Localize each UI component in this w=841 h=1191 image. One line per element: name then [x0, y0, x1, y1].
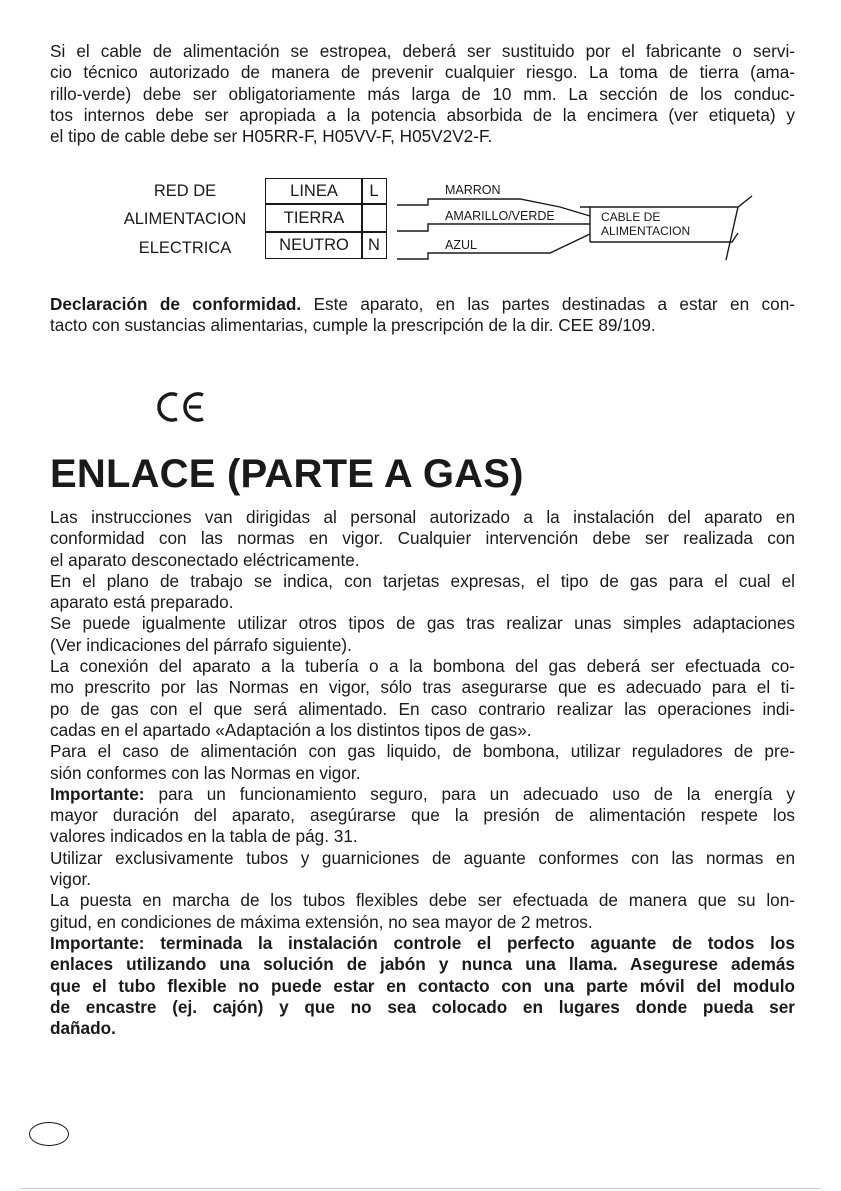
body-line: valores indicados en la tabla de pág. 31.	[50, 826, 358, 847]
terminal-n: N	[361, 232, 387, 259]
body-line: aparato está preparado.	[50, 592, 234, 613]
wire-label-brown: MARRON	[445, 183, 501, 197]
intro-line: el tipo de cable debe ser H05RR-F, H05VV-F, H05V2V2-F.	[50, 126, 493, 147]
bottom-divider	[20, 1188, 821, 1189]
body-line: En el plano de trabajo se indica, con tarjetas expresas, el tipo de gas para el cual el	[50, 570, 795, 591]
intro-line: tos internos debe ser apropiada a la potencia absorbida de la encimera (ver etiqueta) y	[50, 104, 795, 125]
body-line: La puesta en marcha de los tubos flexibles debe ser efectuada de manera que su lon-	[50, 890, 795, 911]
page-number-oval	[29, 1122, 69, 1146]
body-line: gitud, en condiciones de máxima extensión, no sea mayor de 2 metros.	[50, 911, 593, 932]
body-line: cadas en el apartado «Adaptación a los distintos tipos de gas».	[50, 719, 532, 740]
declaration-text: Este aparato, en las partes destinadas a estar en con-	[301, 294, 795, 314]
terminal-l: L	[361, 178, 387, 204]
body-line: de encastre (ej. cajón) y que no sea colocado en lugares donde pueda ser	[50, 996, 795, 1017]
yellow-green-wire	[397, 224, 590, 231]
body-line: conformidad con las normas en vigor. Cualquier intervención debe ser realizada con	[50, 528, 795, 549]
important-label: Importante:	[50, 783, 145, 804]
body-line: vigor.	[50, 869, 92, 890]
body-line: dañado.	[50, 1018, 116, 1039]
declaration-paragraph	[50, 294, 795, 337]
body-line: Importante: terminada la instalación controle el perfecto aguante de todos los	[50, 932, 795, 953]
cable-cut-line	[726, 207, 738, 260]
ce-mark-logo	[155, 389, 215, 435]
network-label-line: ELECTRICA	[138, 239, 232, 257]
terminal-box-linea: LINEA	[265, 178, 363, 204]
body-line: Las instrucciones van dirigidas al personal autorizado a la instalación del aparato en	[50, 507, 795, 527]
wire-label-yellow-green: AMARILLO/VERDE	[445, 209, 555, 223]
terminal-box-neutro: NEUTRO	[265, 232, 363, 259]
body-line: (Ver indicaciones del párrafo siguiente).	[50, 634, 352, 655]
declaration-line	[50, 294, 795, 315]
gas-connection-body	[50, 507, 795, 1039]
cable-top-edge	[580, 196, 752, 207]
body-line-text: para un funcionamiento seguro, para un adecuado uso de la energía y	[144, 783, 795, 804]
intro-line: Si el cable de alimentación se estropea, deberá ser sustituido por el fabricante o servi-	[50, 41, 795, 61]
body-line: po de gas con el que será alimentado. En caso contrario realizar las operaciones indi-	[50, 698, 795, 719]
terminal-box-tierra: TIERRA	[265, 204, 363, 232]
wire-label-blue: AZUL	[445, 238, 477, 252]
body-line: Se puede igualmente utilizar otros tipos de gas tras realizar unas simples adaptaciones	[50, 613, 795, 634]
section-title: ENLACE (PARTE A GAS)	[50, 452, 524, 496]
network-label-line: RED DE	[153, 182, 217, 200]
body-line: mayor duración del aparato, asegúrarse que la presión de alimentación respete los	[50, 805, 795, 826]
declaration-line: tacto con sustancias alimentarias, cumple la prescripción de la dir. CEE 89/109.	[50, 315, 656, 336]
intro-line: cio técnico autorizado de manera de prevenir cualquier riesgo. La toma de tierra (ama-	[50, 62, 795, 83]
intro-line: rillo-verde) debe ser obligatoriamente más larga de 10 mm. La sección de los conduc-	[50, 83, 795, 104]
body-line: Utilizar exclusivamente tubos y guarniciones de aguante conformes con las normas en	[50, 847, 795, 868]
body-line: La conexión del aparato a la tubería o a la bombona del gas deberá ser efectuada co-	[50, 656, 795, 677]
declaration-heading: Declaración de conformidad.	[50, 294, 302, 314]
blue-wire	[397, 234, 590, 259]
network-label-line: ALIMENTACION	[123, 210, 247, 228]
body-line: mo prescrito por las Normas en vigor, sólo tras asegurarse que es adecuado para el ti-	[50, 677, 795, 698]
cable-label-line: ALIMENTACION	[601, 224, 691, 238]
body-line: el aparato desconectado eléctricamente.	[50, 549, 360, 570]
body-line	[50, 784, 795, 805]
body-line: Para el caso de alimentación con gas liquido, de bombona, utilizar reguladores de pre-	[50, 741, 795, 762]
body-line: que el tubo flexible no puede estar en contacto con una parte móvil del modulo	[50, 975, 795, 996]
ce-mark-icon	[155, 389, 215, 425]
wiring-lines	[0, 0, 841, 300]
cable-label-line: CABLE DE	[601, 210, 661, 224]
body-line: sión conformes con las Normas en vigor.	[50, 762, 361, 783]
body-line: enlaces utilizando una solución de jabón y nunca una llama. Asegurese además	[50, 954, 795, 975]
